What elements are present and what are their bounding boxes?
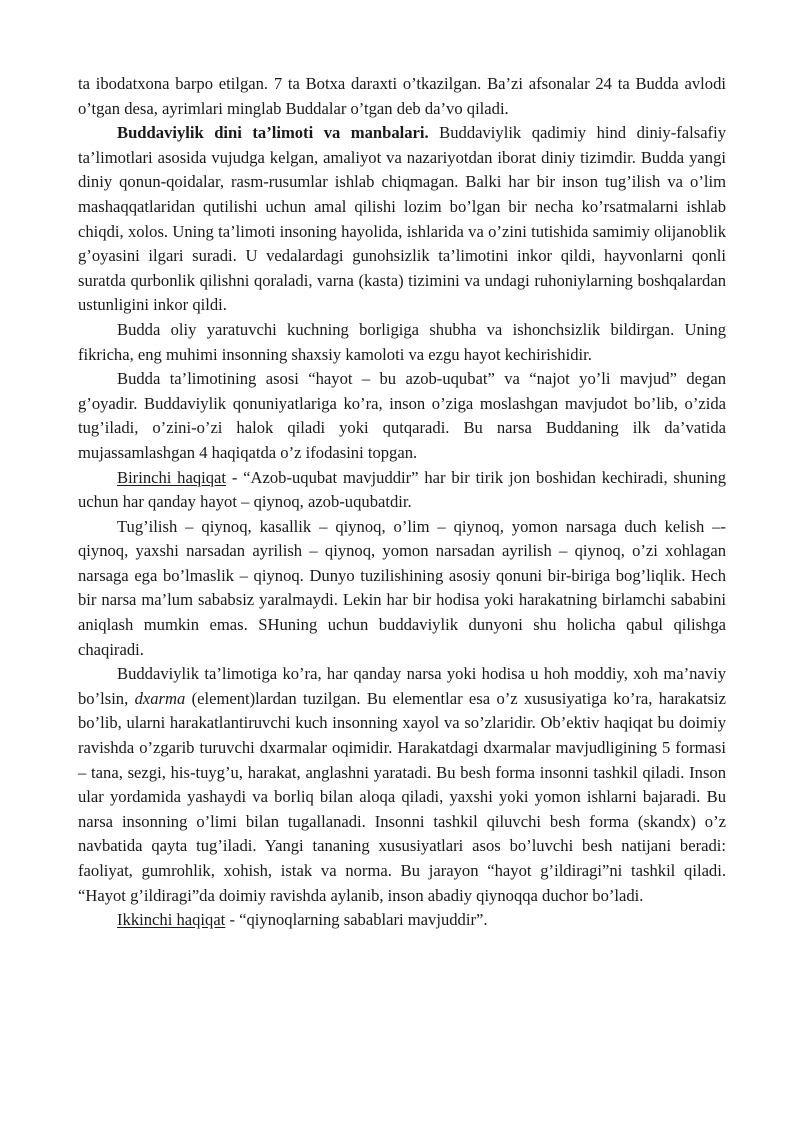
dharma-term: dxarma [134, 688, 186, 708]
paragraph-first-truth [78, 466, 726, 515]
paragraph-text: - “Azob-uqubat mavjuddir” har bir tirik jon boshidan kechiradi, shuning uchun har qanday hayot – qiynoq, azob-uqubatdir. [78, 467, 726, 512]
paragraph-continuation: ta ibodatxona barpo etilgan. 7 ta Botxa daraxti o’tkazilgan. Ba’zi afsonalar 24 ta Budda avlodi o’tgan desa, ayrimlari minglab Buddalar o’tgan deb da’vo qiladi. [78, 74, 726, 118]
paragraph-text: - “qiynoqlarning sabablari mavjuddir”. [225, 910, 488, 930]
paragraph-teachings-sources [78, 121, 726, 318]
document-page [78, 72, 726, 933]
paragraph-core-idea: Budda ta’limotining asosi “hayot – bu azob-uqubat” va “najot yo’li mavjud” degan g’oyadir. Buddaviylik qonuniyatlariga ko’ra, inson o’ziga moslashgan mavjudot bo’lib, o’zida tug’iladi, o’zini-o’zi halok qiladi yoki qutqaradi. Bu narsa Buddaning ilk da’vatida mujassamlashgan 4 haqiqatda o’z ifodasini topgan. [78, 369, 726, 462]
paragraph-text: Buddaviylik ta’limotiga ko’ra, har qanday narsa yoki hodisa u hoh moddiy, xoh ma’naviy bo’lsin, [78, 664, 726, 708]
paragraph-suffering-list: Tug’ilish – qiynoq, kasallik – qiynoq, o’lim – qiynoq, yomon narsaga duch kelish –- qiynoq, yaxshi narsadan ayrilish – qiynoq, yomon narsadan ayrilish – qiynoq, o’zi xohlagan narsaga ega bo’lmaslik – qiynoq. Dunyo tuzilishining asosiy qonuni bir-biriga bog’liqlik. Hech bir narsa ma’lum sababsiz yaralmaydi. Lekin har bir hodisa yoki harakatning birlamchi sababini aniqlash mumkin emas. SHuning uchun buddaviylik dunyoni shu holicha qabul qilishga chaqiradi. [78, 516, 726, 659]
paragraph-second-truth [78, 908, 726, 933]
paragraph-text: (element)lardan tuzilgan. Bu elementlar esa o’z xususiyatiga ko’ra, harakatsiz bo’lib, ularni harakatlantiruvchi kuch insonning xayol va so’zlaridir. Ob’ektiv haqiqat bu doimiy ravishda o’zgarib turuvchi dxarmalar oqimidir. Harakatdagi dxarmalar mavjudligining 5 formasi – tana, sezgi, his-tuyg’u, harakat, anglashni yaratadi. Bu besh forma insonni tashkil qiladi. Inson ular yordamida yashaydi va borliq bilan aloqa qiladi, yaxshi yoki yomon ishlarni bajaradi. Bu narsa insonning o’limi bilan tugallanadi. Insonni tashkil qiluvchi besh forma (skandx) o’z navbatida qayta tug’iladi. Yangi tananing xususiyatlari asos bo’luvchi besh natijani beradi: faoliyat, gumrohlik, xohish, istak va norma. Bu jarayon “hayot g’ildiragi”ni tashkil qiladi. “Hayot g’ildiragi”da doimiy ravishda aylanib, inson abadiy qiynoqqa duchor bo’ladi. [78, 688, 726, 905]
second-truth-label: Ikkinchi haqiqat [117, 910, 226, 930]
paragraph-creator-doubt: Budda oliy yaratuvchi kuchning borligiga shubha va ishonchsizlik bildirgan. Uning fikricha, eng muhimi insonning shaxsiy kamoloti va ezgu hayot kechirishidir. [78, 319, 726, 364]
paragraph-dharma [78, 662, 726, 908]
paragraph-text: Buddaviylik qadimiy hind diniy-falsafiy ta’limotlari asosida vujudga kelgan, amaliyot va nazariyotdan iborat diniy tizimdir. Budda yangi diniy qonun-qoidalar, rasm-rusumlar ishlab chiqmagan. Balki har bir inson tug’ilish va o’lim mashaqqatlaridan qutilishi uchun amal qilishi lozim bo’lgan bir necha ko’rsatmalarni ishlab chiqdi, xolos. Uning ta’limoti insoning hayolida, ishlarida va o’zini tutishida samimiy olijanoblik g’oyasini ilgari suradi. U vedalardagi gunohsizlik ta’limotini inkor qildi, hayvonlarni qonli suratda qurbonlik qilishni qoraladi, varna (kasta) tizimini va undagi ruhoniylarning boshqalardan ustunligini inkor qildi. [78, 123, 726, 315]
section-heading: Buddaviylik dini ta’limoti va manbalari. [117, 123, 429, 143]
first-truth-label: Birinchi haqiqat [117, 467, 227, 487]
